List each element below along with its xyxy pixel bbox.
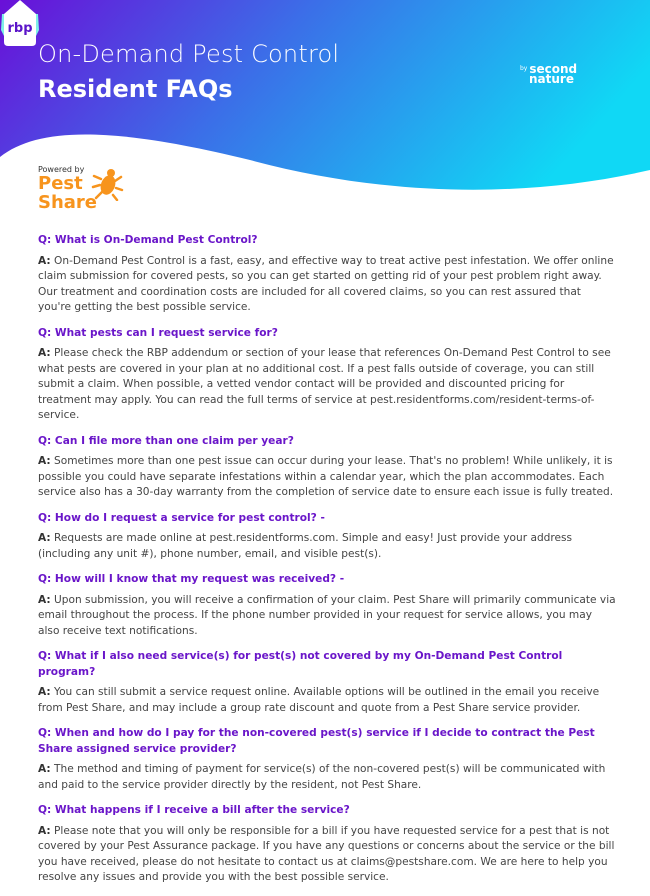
pest-share-logo	[38, 165, 97, 212]
answer-text: Sometimes more than one pest issue can occur during your lease. That's no problem! While unlikely, it is possible you could have separate infestations within a calendar year, which the plan accommodates. Each service also has a 30-day warranty from the completion of service date to ensure each issue is fully treated.	[38, 455, 614, 498]
answer-text: Requests are made online at pest.residentforms.com. Simple and easy! Just provide your address (including any unit #), phone number, email, and visible pest(s).	[38, 532, 573, 560]
svg-text:rbp: rbp	[7, 21, 33, 36]
faq-answer	[38, 593, 616, 640]
logo-nature-text: nature	[529, 72, 574, 86]
faq-answer	[38, 762, 616, 793]
faq-question: Q: What is On-Demand Pest Control?	[38, 234, 258, 246]
faq-question: Q: When and how do I pay for the non-covered pest(s) service if I decide to contract the Pest Share assigned service provider?	[38, 727, 595, 755]
faq-list	[38, 233, 616, 896]
answer-text: Upon submission, you will receive a confirmation of your claim. Pest Share will primarily communicate via email throughout the process. If the phone number provided in your request for service allows, you may also receive text notifications.	[38, 593, 616, 637]
logo-by-text: by	[520, 65, 528, 72]
faq-answer	[38, 824, 616, 886]
logo-second-text: second	[529, 62, 578, 76]
page-title-line2: Resident FAQs	[38, 75, 233, 103]
answer-text: On-Demand Pest Control is a fast, easy, and effective way to treat active pest infestation. We offer online claim submission for covered pests, so you can get started on getting rid of your pest problem right away. Our treatment and coordination costs are included for all covered claims, so you can rest assured that you're getting the best possible service.	[38, 254, 614, 313]
faq-answer	[38, 685, 616, 716]
faq-question: Q: What happens if I receive a bill after the service?	[38, 804, 350, 816]
answer-prefix: A:	[38, 532, 51, 544]
answer-prefix: A:	[38, 593, 51, 606]
second-nature-logo	[520, 64, 577, 84]
faq-question: Q: What if I also need service(s) for pest(s) not covered by my On-Demand Pest Control program?	[38, 650, 563, 678]
answer-prefix: A:	[38, 686, 51, 698]
bug-icon	[90, 167, 124, 201]
faq-question: Q: Can I file more than one claim per year?	[38, 434, 294, 447]
answer-text: The method and timing of payment for service(s) of the non-covered pest(s) will be communicated with and paid to the service provider directly by the resident, not Pest Share.	[38, 763, 606, 791]
answer-prefix: A:	[38, 254, 51, 267]
answer-text: You can still submit a service request online. Available options will be outlined in the email you receive from Pest Share, and may include a group rate discount and quote from a Pest Share service provider.	[38, 686, 600, 714]
faq-answer	[38, 454, 616, 501]
faq-question: Q: What pests can I request service for?	[38, 326, 278, 339]
answer-prefix: A:	[38, 455, 51, 467]
answer-prefix: A:	[38, 824, 51, 837]
answer-prefix: A:	[38, 347, 51, 359]
faq-answer	[38, 254, 616, 316]
pest-share-logo-share: Share	[38, 192, 98, 213]
faq-answer	[38, 346, 616, 424]
page-title-line1: On-Demand Pest Control	[38, 40, 340, 68]
powered-by-text: Powered by	[38, 165, 85, 174]
answer-text: Please note that you will only be responsible for a bill if you have requested service for a pest that is not covered by your Pest Assurance package. If you have any questions or concerns about the service or the bill you have received, please do not hesitate to contact us at claims@pestshare.com. We are here to help you resolve any issues and provide you with the best possible service.	[38, 824, 615, 883]
faq-answer	[38, 531, 616, 562]
faq-question: Q: How do I request a service for pest control? -	[38, 511, 325, 524]
pest-share-logo-pest: Pest	[38, 173, 83, 194]
rbp-logo	[0, 0, 40, 48]
answer-prefix: A:	[38, 763, 51, 775]
answer-text: Please check the RBP addendum or section of your lease that references On-Demand Pest Control to see what pests are covered in your plan at no additional cost. If a pest falls outside of coverage, you can still submit a claim. When possible, a vetted vendor contact will be provided and discounted pricing for treatment may apply. You can read the full terms of service at pest.residentforms.com/resident-terms-of-service.	[38, 347, 611, 421]
faq-question: Q: How will I know that my request was received? -	[38, 573, 345, 585]
